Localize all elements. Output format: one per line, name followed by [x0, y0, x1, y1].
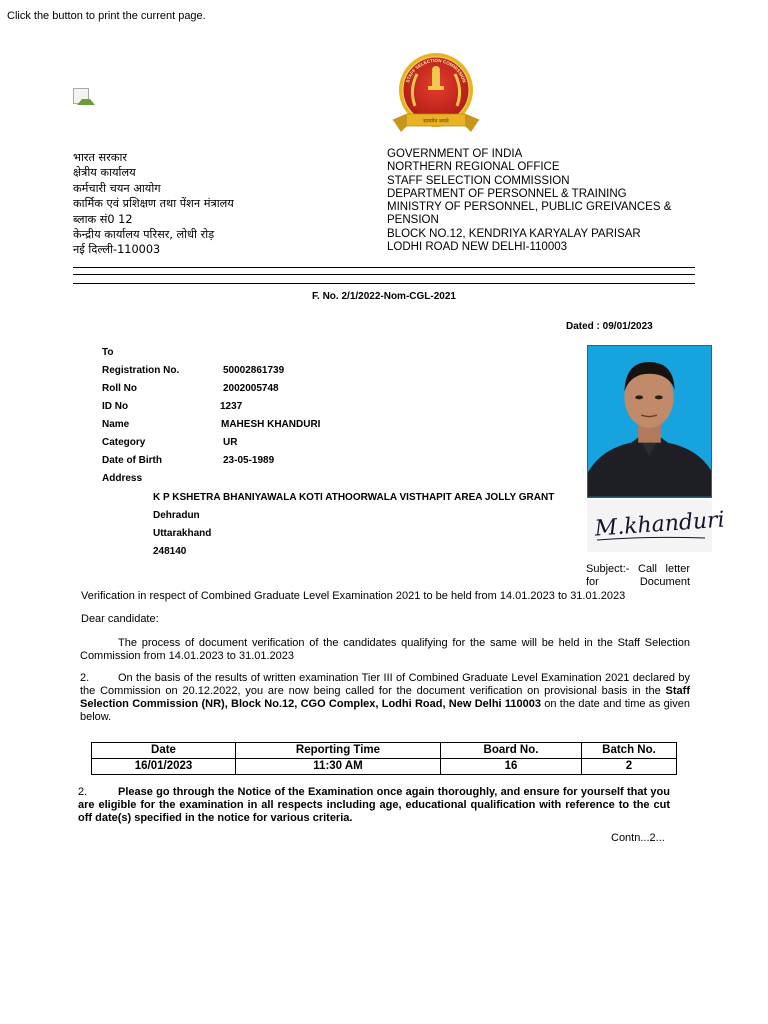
candidate-photo	[587, 345, 712, 498]
english-address-line: LODHI ROAD NEW DELHI-110003	[387, 241, 568, 254]
candidate-signature	[587, 500, 726, 552]
address-line: Dehradun	[153, 510, 200, 521]
continuation-note: Contn...2...	[611, 832, 665, 844]
header-batch-no: Batch No.	[582, 743, 677, 759]
ssc-emblem-logo	[387, 50, 485, 138]
field-label: Category	[102, 437, 146, 448]
divider	[73, 267, 695, 268]
field-value: 50002861739	[223, 365, 285, 376]
english-address-line: STAFF SELECTION COMMISSION	[387, 174, 570, 187]
field-label: Registration No.	[102, 365, 180, 376]
cell-date: 16/01/2023	[92, 759, 236, 775]
divider	[73, 274, 695, 275]
print-instruction: Click the button to print the current page.	[7, 10, 206, 22]
subject-heading: Subject:- Call letter for Document	[586, 563, 690, 588]
field-value: 2002005748	[223, 383, 279, 394]
address-lines	[153, 489, 583, 561]
paragraph-2-text: On the basis of the results of written examination Tier III of Combined Graduate Level Examination 2021 declared by the Commission on 20.12.2022, you are now being called for the document verification on provisional basis in the	[80, 672, 690, 697]
field-label: Date of Birth	[102, 455, 162, 466]
hindi-address-line: क्षेत्रीय कार्यालय	[73, 166, 136, 180]
cell-batch-no: 2	[582, 759, 677, 775]
field-value: 1237	[220, 401, 243, 412]
hindi-address-line: ब्लाक सं0 12	[73, 212, 133, 226]
to-label: To	[102, 347, 114, 358]
address-line: 248140	[153, 546, 187, 557]
hindi-address-line: भारत सरकार	[73, 151, 127, 164]
english-address-block	[387, 148, 671, 254]
paragraph-2-number: 2.	[80, 672, 90, 684]
schedule-table	[91, 742, 677, 775]
divider	[73, 283, 695, 284]
paragraph-2-tail: on the date and time as given below.	[80, 698, 690, 723]
paragraph-3	[78, 786, 670, 825]
hindi-address-line: केन्द्रीय कार्यालय परिसर, लोधी रोड़	[73, 228, 215, 242]
candidate-details	[102, 347, 582, 487]
file-number: F. No. 2/1/2022-Nom-CGL-2021	[312, 291, 456, 302]
letter-date: Dated : 09/01/2023	[566, 321, 653, 332]
address-label: Address	[102, 473, 143, 484]
english-address-line: DEPARTMENT OF PERSONNEL & TRAINING	[387, 187, 627, 200]
table-row	[92, 759, 677, 775]
field-value: MAHESH KHANDURI	[221, 419, 321, 430]
logo-motto: सत्यमेव जयते	[423, 118, 449, 125]
address-line: K P KSHETRA BHANIYAWALA KOTI ATHOORWALA VISTHAPIT AREA JOLLY GRANT	[153, 492, 555, 503]
english-address-line: MINISTRY OF PERSONNEL, PUBLIC GREIVANCES &	[387, 201, 672, 214]
paragraph-1: The process of document verification of the candidates qualifying for the same will be held in the Staff Selection Commission from 14.01.2023 to 31.01.2023	[80, 637, 690, 662]
cell-reporting-time: 11:30 AM	[236, 759, 441, 775]
header-reporting-time: Reporting Time	[236, 743, 441, 759]
subject-continuation: Verification in respect of Combined Graduate Level Examination 2021 to be held from 14.01.2023 to 31.01.2023	[81, 590, 626, 602]
paragraph-3-number: 2.	[78, 786, 88, 798]
address-line: Uttarakhand	[153, 528, 212, 539]
field-value: 23-05-1989	[223, 455, 275, 466]
english-address-line: GOVERNMENT OF INDIA	[387, 148, 523, 160]
field-label: ID No	[102, 401, 129, 412]
paragraph-2	[80, 672, 690, 724]
field-label: Roll No	[102, 383, 137, 394]
venue: Staff Selection Commission (NR), Block No.12, CGO Complex, Lodhi Road, New Delhi 110003	[80, 685, 690, 710]
table-header-row	[92, 743, 677, 759]
broken-image-icon	[73, 88, 89, 104]
cell-board-no: 16	[441, 759, 582, 775]
header-board-no: Board No.	[441, 743, 582, 759]
hindi-address-line: नई दिल्ली-110003	[73, 243, 161, 257]
hindi-address-line: कर्मचारी चयन आयोग	[73, 181, 161, 195]
hindi-address-block	[73, 150, 234, 258]
header-date: Date	[92, 743, 236, 759]
field-value: UR	[223, 437, 238, 448]
salutation: Dear candidate:	[81, 613, 159, 625]
english-address-line: BLOCK NO.12, KENDRIYA KARYALAY PARISAR	[387, 227, 641, 240]
english-address-line: NORTHERN REGIONAL OFFICE	[387, 161, 560, 174]
field-label: Name	[102, 419, 130, 430]
signature-text: M.khanduri	[593, 507, 726, 542]
english-address-line: PENSION	[387, 214, 439, 227]
hindi-address-line: कार्मिक एवं प्रशिक्षण तथा पेंशन मंत्रालय	[73, 197, 234, 211]
logo-text: STAFF SELECTION COMMISSION	[405, 57, 467, 84]
paragraph-3-text: Please go through the Notice of the Examination once again thoroughly, and ensure for yourself that you are eligible for the examination in all respects including age, educational qualification with reference to the cut off date(s) specified in the notice for various criteria.	[78, 786, 670, 824]
